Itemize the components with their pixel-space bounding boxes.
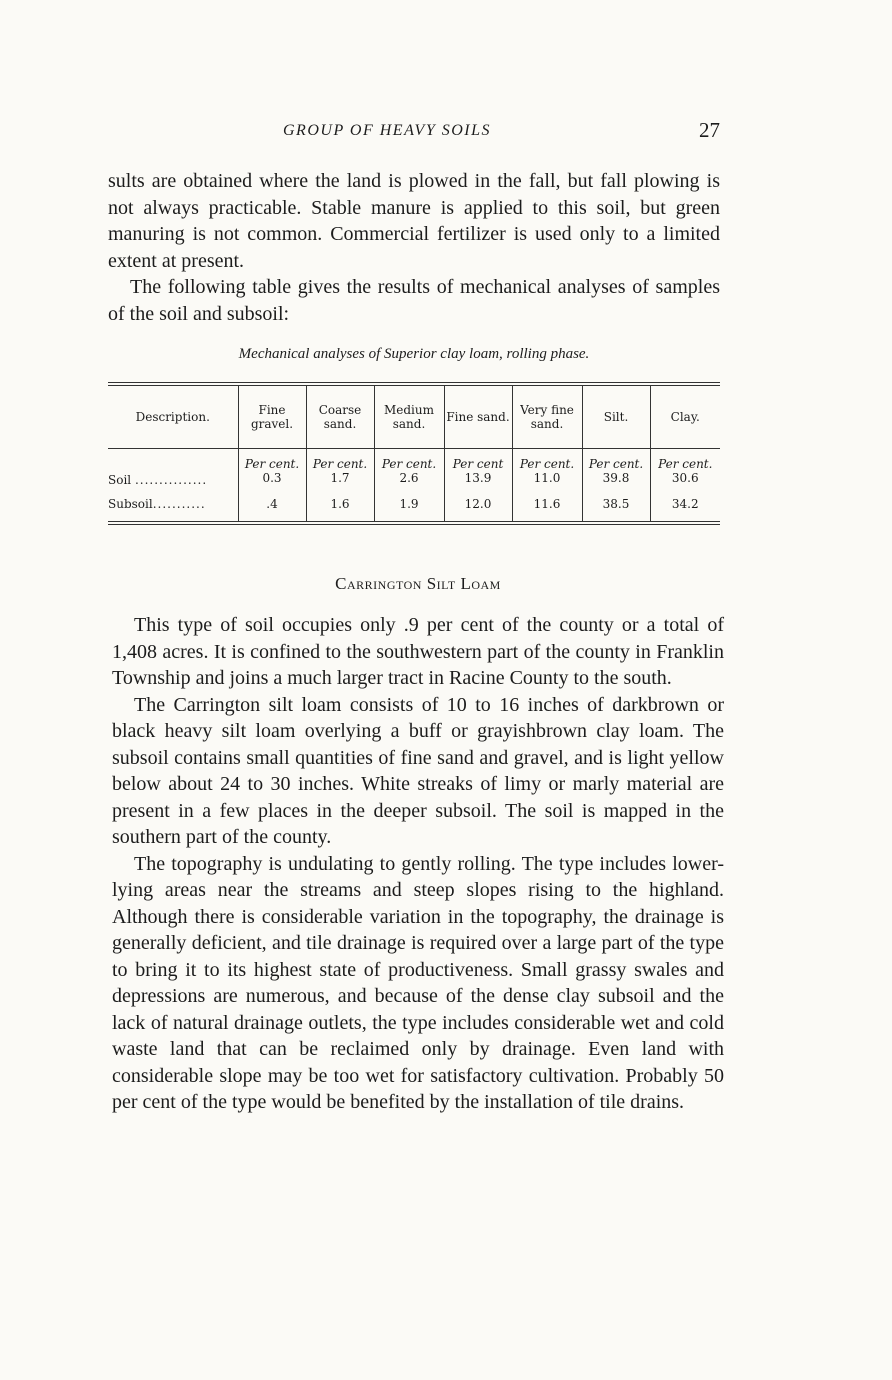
- table-cell: Per cent. 39.8: [582, 457, 650, 487]
- col-header-description: Description.: [108, 386, 238, 449]
- table-cell: Per cent 13.9: [444, 457, 512, 487]
- col-header-silt: Silt.: [582, 386, 650, 449]
- table-row-subsoil: [108, 487, 720, 521]
- running-title: GROUP OF HEAVY SOILS: [283, 122, 492, 139]
- col-header-medium-sand: Medium sand.: [374, 386, 444, 449]
- row-label: Subsoil...........: [108, 497, 206, 511]
- running-head: [108, 118, 720, 148]
- col-header-fine-sand: Fine sand.: [444, 386, 512, 449]
- table-cell: 34.2: [650, 487, 720, 521]
- section-body: [112, 612, 724, 1116]
- page-number: 27: [699, 118, 720, 142]
- table-cell: .4: [238, 487, 306, 521]
- table-cell: Per cent. 11.0: [512, 457, 582, 487]
- paragraph: The Carrington silt loam consists of 10 to 16 inches of darkbrown or black heavy silt loam overlying a buff or grayishbrown clay loam. The subsoil contains small quantities of fine sand and gravel, and is light yellow below about 24 to 30 inches. White streaks of limy or marly material are present in a few places in the deeper subsoil. The soil is mapped in the southern part of the county.: [112, 693, 724, 848]
- table-cell: Per cent. 2.6: [374, 457, 444, 487]
- col-header-coarse-sand: Coarse sand.: [306, 386, 374, 449]
- paragraph-table-intro: The following table gives the results of mechanical analyses of samples of the soil and subsoil:: [108, 276, 720, 325]
- col-header-clay: Clay.: [650, 386, 720, 449]
- intro-text: [108, 168, 720, 327]
- table-cell: 12.0: [444, 487, 512, 521]
- table-cell: 11.6: [512, 487, 582, 521]
- table-cell: Per cent. 1.7: [306, 457, 374, 487]
- table-row-soil: [108, 457, 720, 487]
- paragraph: This type of soil occupies only .9 per cent of the county or a total of 1,408 acres. It is confined to the southwestern part of the county in Franklin Township and joins a much larger tract in Racine County to the south.: [112, 614, 724, 689]
- analyses-table-container: [108, 382, 720, 525]
- section-heading: Carrington Silt Loam: [335, 574, 501, 593]
- mechanical-analyses-table: [108, 386, 720, 521]
- table-cell: Per cent. 30.6: [650, 457, 720, 487]
- paragraph-continued: sults are obtained where the land is plowed in the fall, but fall plowing is not always practicable. Stable manure is applied to this soil, but green manuring is not common. Commercial fertilizer is used only to a limited extent at present.: [108, 170, 720, 272]
- col-header-fine-gravel: Fine gravel.: [238, 386, 306, 449]
- table-caption: Mechanical analyses of Superior clay loam, rolling phase.: [238, 346, 590, 362]
- table-cell: Per cent. 0.3: [238, 457, 306, 487]
- row-label: Soil ...............: [108, 473, 208, 487]
- table-cell: 38.5: [582, 487, 650, 521]
- table-cell: 1.9: [374, 487, 444, 521]
- table-cell: 1.6: [306, 487, 374, 521]
- paragraph: The topography is undulating to gently rolling. The type includes lower-lying areas near the streams and steep slopes rising to the highland. Although there is considerable variation in the topography, the drainage is generally deficient, and tile drainage is required over a large part of the type to bring it to its highest state of productiveness. Small grassy swales and depressions are numerous, and because of the dense clay subsoil and the lack of natural drainage outlets, the type includes considerable wet and cold waste land that can be reclaimed only by drainage. Even land with considerable slope may be too wet for satisfactory cultivation. Probably 50 per cent of the type would be benefited by the installation of tile drains.: [112, 852, 724, 1113]
- col-header-very-fine-sand: Very fine sand.: [512, 386, 582, 449]
- table-bottom-rule: [108, 521, 720, 525]
